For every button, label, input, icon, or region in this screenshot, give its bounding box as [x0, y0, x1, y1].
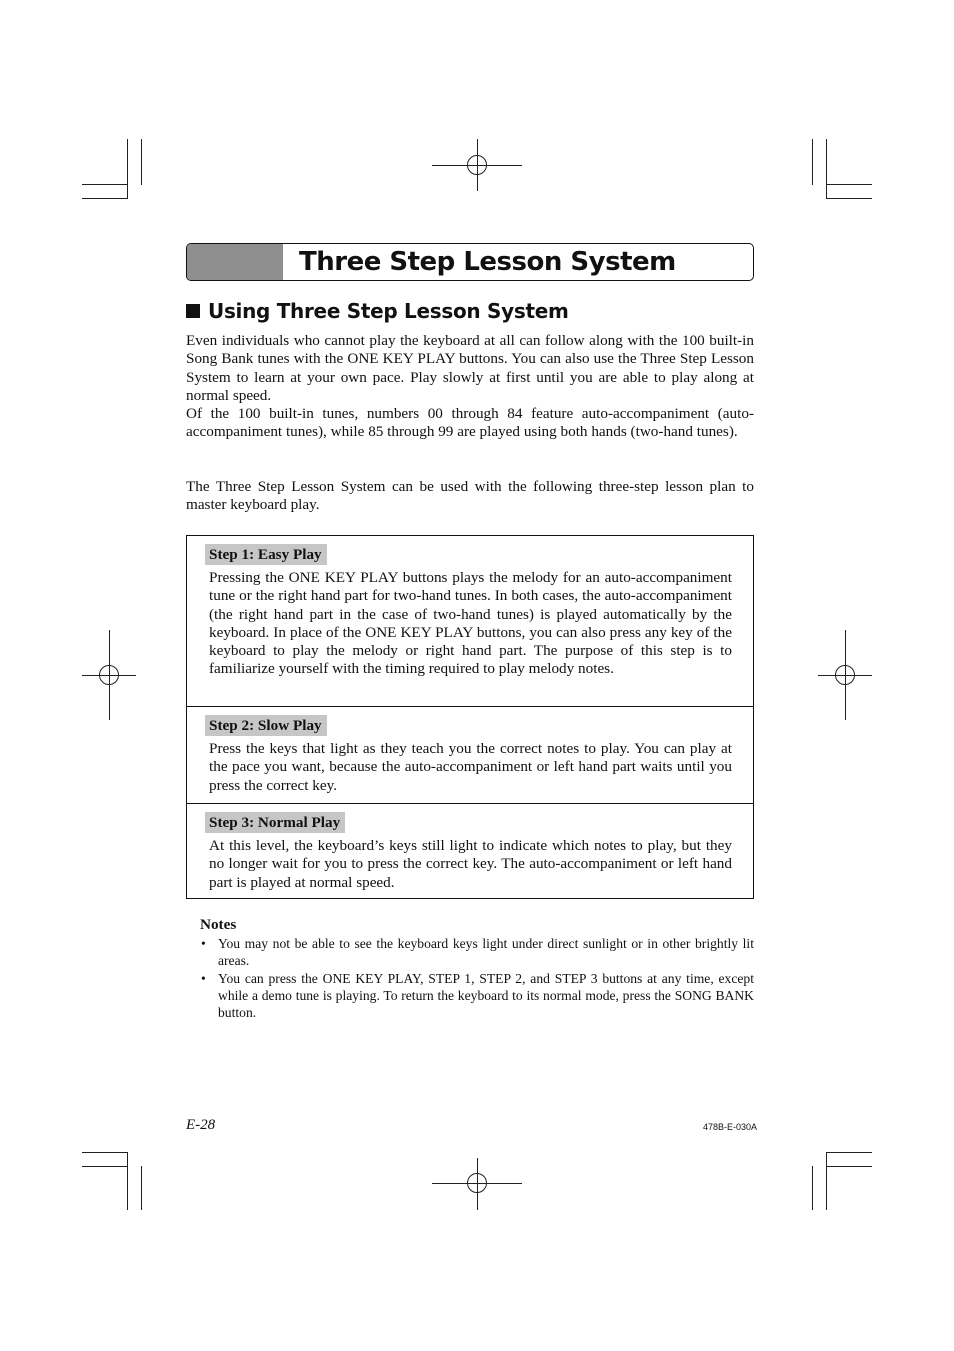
step-3-text: At this level, the keyboard’s keys still light to indicate which notes to play, but they no longer wait for you to press the correct key. The auto-accompaniment or left hand part is played at normal speed. [209, 837, 732, 891]
intro-paragraph-1: Even individuals who cannot play the keyboard at all can follow along with the 100 built-in Song Bank tunes with the ONE KEY PLAY buttons. You can also use the Three Step Lesson System to learn at your own pace. Play slowly at first until you are able to play along at normal speed. [186, 332, 754, 404]
section-heading [186, 298, 569, 324]
step-2-text: Press the keys that light as they teach you the correct notes to play. You can play at the pace you want, because the auto-accompaniment or left hand part waits until you press the correct key. [209, 740, 732, 794]
notes-heading: Notes [200, 916, 237, 933]
document-code: 478B-E-030A [703, 1122, 758, 1132]
note-text: You can press the ONE KEY PLAY, STEP 1, STEP 2, and STEP 3 buttons at any time, except while a demo tune is playing. To return the keyboard to its normal mode, press the SONG BANK button. [218, 971, 754, 1020]
step-2 [187, 706, 753, 803]
section-heading-text: Using Three Step Lesson System [208, 299, 569, 323]
page-title: Three Step Lesson System [299, 247, 676, 277]
square-bullet-icon [186, 304, 200, 318]
bullet-icon: • [201, 936, 206, 951]
step-1 [187, 536, 753, 706]
list-item [200, 970, 754, 1021]
intro-paragraph-3: The Three Step Lesson System can be used with the following three-step lesson plan to master keyboard play. [186, 478, 754, 514]
page-number: E-28 [186, 1117, 216, 1133]
note-text: You may not be able to see the keyboard keys light under direct sunlight or in other brightly lit areas. [218, 936, 754, 968]
title-swatch [187, 244, 283, 280]
step-3-label: Step 3: Normal Play [205, 812, 345, 833]
step-1-text: Pressing the ONE KEY PLAY buttons plays the melody for an auto-accompaniment tune or the right hand part for two-hand tunes. In both cases, the auto-accompaniment (the right hand part in the case of two-hand tunes) is played automatically by the keyboard. In place of the ONE KEY PLAY buttons, you can also press any key of the keyboard to play the melody or right hand part. The purpose of this step is to familiarize yourself with the timing required to play melody notes. [209, 569, 732, 678]
list-item [200, 935, 754, 969]
step-3 [187, 803, 753, 898]
intro-paragraph-2: Of the 100 built-in tunes, numbers 00 through 84 feature auto-accompaniment (auto-accompaniment tunes), while 85 through 99 are played using both hands (two-hand tunes). [186, 405, 754, 441]
chapter-title-bar [186, 243, 754, 281]
steps-box [186, 535, 754, 899]
notes-list [200, 935, 754, 1022]
bullet-icon: • [201, 971, 206, 986]
step-2-label: Step 2: Slow Play [205, 715, 327, 736]
step-1-label: Step 1: Easy Play [205, 544, 327, 565]
